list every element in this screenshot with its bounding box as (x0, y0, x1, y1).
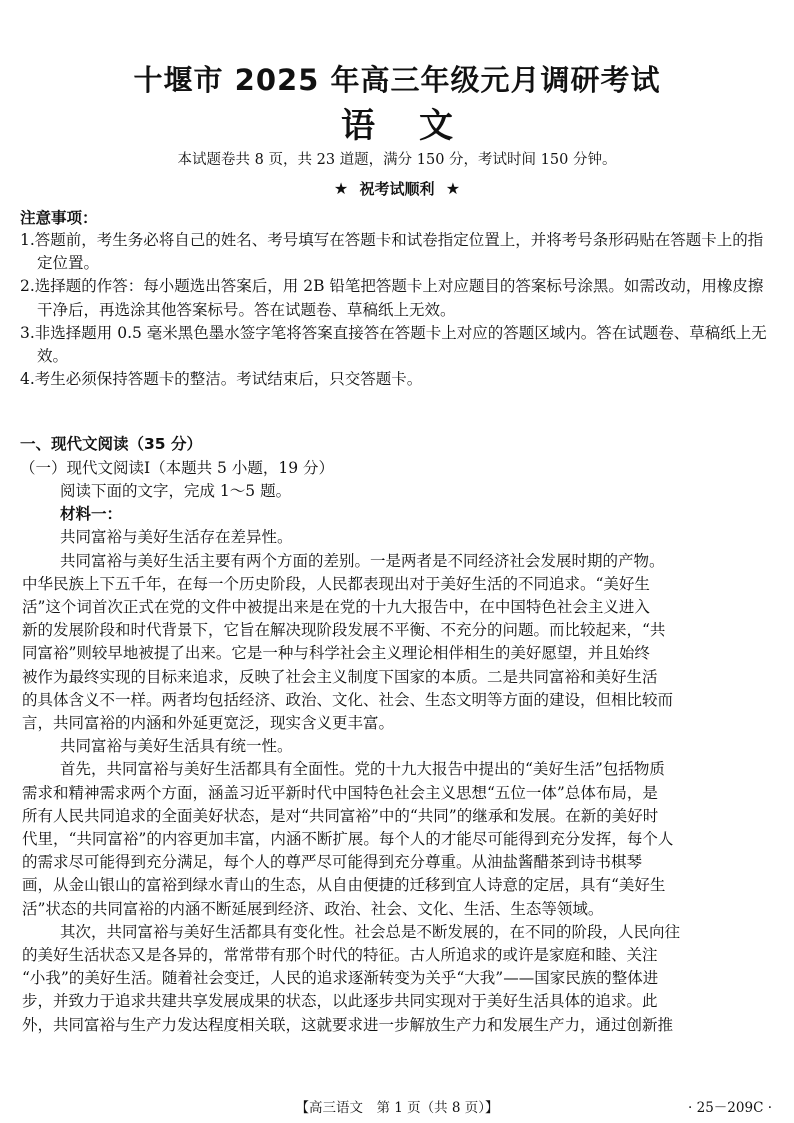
notice-list (20, 229, 776, 391)
exam-info: 本试题卷共 8 页，共 23 道题，满分 150 分，考试时间 150 分钟。 (177, 152, 617, 168)
passage-line: 的美好生活状态又是各异的，常常带有那个时代的特征。古人所追求的或许是家庭和睦、关注 (22, 946, 658, 965)
instruction-line: 阅读下面的文字，完成 1～5 题。 (60, 482, 292, 500)
subsection-title: （一）现代文阅读Ⅰ（本题共 5 小题，19 分） (20, 459, 334, 477)
notice-title: 注意事项： (20, 209, 98, 227)
section-title: 一、现代文阅读（35 分） (20, 435, 202, 453)
exam-code: · 25－209C · (688, 1100, 772, 1116)
passage-line: 共同富裕与美好生活存在差异性。 (60, 528, 293, 547)
passage-line: 步，并致力于追求共建共享发展成果的状态，以此逐步共同实现对于美好生活具体的追求。此 (22, 992, 658, 1011)
passage-line: 外，共同富裕与生产力发达程度相关联，这就要求进一步解放生产力和发展生产力，通过创新推 (22, 1015, 674, 1034)
passage-line: 需求和精神需求两个方面，涵盖习近平新时代中国特色社会主义思想“五位一体”总体布局，是 (22, 783, 658, 802)
passage-line: 言，共同富裕的内涵和外延更宽泛，现实含义更丰富。 (22, 714, 395, 733)
passage-line: 首先，共同富裕与美好生活都具有全面性。党的十九大报告中提出的“美好生活”包括物质 (60, 760, 665, 779)
good-luck-text: 祝考试顺利 (359, 180, 435, 198)
passage-line: 活”这个词首次正式在党的文件中被提出来是在党的十九大报告中，在中国特色社会主义进入 (22, 598, 650, 617)
exam-title: 十堰市 2025 年高三年级元月调研考试 (133, 63, 661, 97)
passage-line: 代里，“共同富裕”的内容更加丰富，内涵不断扩展。每个人的才能尽可能得到充分发挥，每个人 (22, 830, 674, 849)
passage-line: 新的发展阶段和时代背景下，它旨在解决现阶段发展不平衡、不充分的问题。而比较起来，“共 (22, 621, 666, 640)
notice-item: 2.选择题的作答：每小题选出答案后，用 2B 铅笔把答题卡上对应题目的答案标号涂黑。如需改动，用橡皮擦干净后，再选涂其他答案标号。答在试题卷、草稿纸上无效。 (20, 277, 764, 319)
good-luck-line (0, 178, 794, 199)
passage-line: 所有人民共同追求的全面美好状态，是对“共同富裕”中的“共同”的继承和发展。在新的美好时 (22, 806, 659, 825)
page-number: 【高三语文 第 1 页（共 8 页）】 (295, 1100, 499, 1116)
passage-line: 其次，共同富裕与美好生活都具有变化性。社会总是不断发展的，在不同的阶段，人民向往 (60, 922, 681, 941)
notice-item: 4.考生必须保持答题卡的整洁。考试结束后，只交答题卡。 (20, 370, 423, 389)
passage-line: 画，从金山银山的富裕到绿水青山的生态，从自由便捷的迁移到宜人诗意的定居，具有“美好生 (22, 876, 666, 895)
passage-line: 共同富裕与美好生活具有统一性。 (60, 737, 293, 756)
reading-passage (22, 480, 774, 1037)
passage-line: 共同富裕与美好生活主要有两个方面的差别。一是两者是不同经济社会发展时期的产物。 (60, 551, 665, 570)
passage-line: 被作为最终实现的目标来追求，反映了社会主义制度下国家的本质。二是共同富裕和美好生活 (22, 667, 658, 686)
material-label: 材料一： (60, 505, 123, 524)
notice-item: 1.答题前，考生务必将自己的姓名、考号填写在答题卡和试卷指定位置上，并将考号条形码贴在答题卡上的指定位置。 (20, 231, 764, 273)
passage-line: 的具体含义不一样。两者均包括经济、政治、文化、社会、生态文明等方面的建设，但相比较而 (22, 690, 674, 709)
passage-line: 的需求尽可能得到充分满足，每个人的尊严尽可能得到充分尊重。从油盐酱醋茶到诗书棋琴 (22, 853, 643, 872)
passage-line: 活”状态的共同富裕的内涵不断延展到经济、政治、社会、文化、生活、生态等领域。 (22, 899, 604, 918)
star-icon: ★ (333, 179, 349, 198)
subject-title: 语文 (341, 106, 497, 146)
passage-line: “小我”的美好生活。随着社会变迁，人民的追求逐渐转变为关乎“大我”——国家民族的整体进 (22, 969, 659, 988)
passage-line: 同富裕”则较早地被提了出来。它是一种与科学社会主义理论相伴相生的美好愿望，并且始终 (22, 644, 650, 663)
passage-line: 中华民族上下五千年，在每一个历史阶段，人民都表现出对于美好生活的不同追求。“美好生 (22, 574, 650, 593)
star-icon: ★ (445, 179, 461, 198)
notice-item: 3.非选择题用 0.5 毫米黑色墨水签字笔将答案直接答在答题卡上对应的答题区域内。答在试题卷、草稿纸上无效。 (20, 323, 767, 366)
